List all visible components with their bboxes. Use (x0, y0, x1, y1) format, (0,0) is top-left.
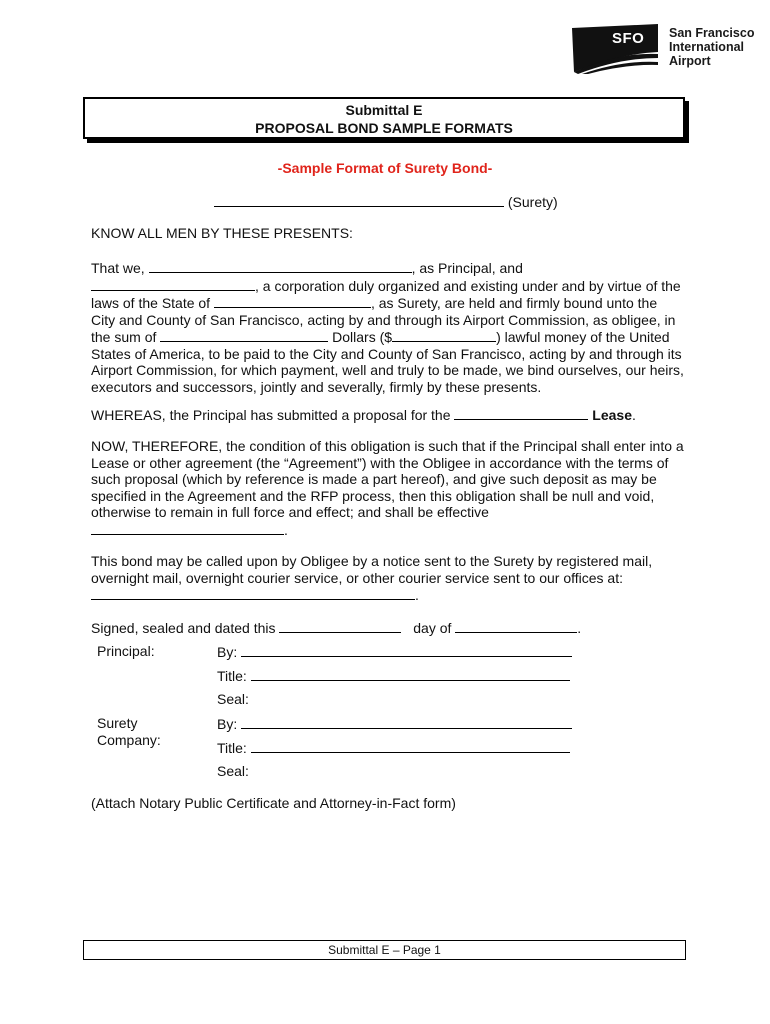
principal-seal-label: Seal: (217, 691, 249, 707)
page-footer: Submittal E – Page 1 (83, 940, 686, 960)
document-title-line-1: Submittal E (345, 102, 423, 118)
signed-dated-line (91, 619, 581, 637)
para1-text: , as Surety, are held and firmly bound unto the (370, 295, 658, 311)
principal-by-blank[interactable] (241, 643, 572, 657)
title-label: Title: (217, 668, 251, 684)
surety-company-label (97, 715, 161, 748)
logo-name-line-1: San Francisco (669, 26, 755, 40)
para1-line-8: executors and successors, jointly and severally, firmly by these presents. (91, 378, 542, 395)
para1-text: laws of the State of (91, 295, 214, 311)
para1-line-4: City and County of San Francisco, acting by and through its Airport Commission, as obligee, in (91, 311, 676, 328)
subtitle: -Sample Format of Surety Bond- (277, 160, 493, 176)
surety-label-line-1: Surety (97, 715, 138, 731)
condition-paragraph (91, 438, 684, 538)
surety-title-blank[interactable] (251, 739, 570, 753)
surety-name-line (214, 193, 558, 211)
sfo-logo (568, 22, 758, 78)
notice-line-1: This bond may be called upon by Obligee by a notice sent to the Surety by registered mail, (91, 553, 653, 569)
sum-amount-blank[interactable] (392, 328, 496, 342)
notice-paragraph (91, 553, 652, 604)
logo-name-line-3: Airport (669, 54, 711, 68)
para1-line-3 (91, 294, 684, 312)
effective-date-blank[interactable] (91, 521, 284, 535)
condition-end: . (284, 521, 288, 538)
notice-line-3 (91, 586, 652, 604)
para1-line-1 (91, 259, 684, 277)
para1-line-2 (91, 277, 684, 295)
know-all-heading: KNOW ALL MEN BY THESE PRESENTS: (91, 225, 353, 241)
condition-line-3: such proposal (which by reference is made a part hereof), and give such deposit as may be (91, 471, 657, 487)
para1-text: , as Principal, and (411, 260, 523, 276)
notice-line-2: overnight mail, overnight courier service, or other courier service sent to our offices at: (91, 569, 623, 586)
principal-title-blank[interactable] (251, 667, 570, 681)
surety-suffix: (Surety) (504, 194, 558, 210)
lease-label: Lease (592, 407, 632, 423)
principal-title-field (217, 667, 570, 685)
para1-text: the sum of (91, 329, 161, 345)
title-label: Title: (217, 740, 251, 756)
signed-day-blank[interactable] (279, 619, 401, 633)
condition-line-4: specified in the Agreement and the RFP process, then this obligation shall be null and void, (91, 487, 655, 504)
principal-label: Principal: (97, 643, 155, 659)
by-label: By: (217, 716, 242, 732)
signed-text: Signed, sealed and dated this (91, 620, 280, 636)
document-title-box (83, 97, 685, 139)
document-title-line-2: PROPOSAL BOND SAMPLE FORMATS (255, 120, 513, 136)
logo-name (669, 26, 754, 68)
para1-text: ) lawful money of the United (496, 329, 670, 345)
condition-line-2: Lease or other agreement (the “Agreement”) with the Obligee in accordance with the terms of (91, 454, 669, 471)
condition-line-1: NOW, THEREFORE, the condition of this obligation is such that if the Principal shall enter into a (91, 438, 684, 454)
principal-paragraph (91, 259, 684, 395)
surety-by-field (217, 715, 572, 733)
logo-name-line-2: International (669, 40, 745, 54)
para1-line-6: States of America, to be paid to the City and County of San Francisco, acting by and through its (91, 345, 682, 362)
signed-month-blank[interactable] (455, 619, 577, 633)
principal-name-blank[interactable] (149, 259, 412, 273)
surety-seal-label: Seal: (217, 763, 249, 779)
para1-line-5 (91, 328, 684, 346)
principal-by-field (217, 643, 572, 661)
attach-note: (Attach Notary Public Certificate and Attorney-in-Fact form) (91, 795, 456, 811)
para1-text: , a corporation duly organized and existing under and by virtue of the (255, 277, 681, 294)
whereas-text: WHEREAS, the Principal has submitted a proposal for the (91, 407, 455, 423)
condition-line-6 (91, 521, 684, 539)
office-address-blank[interactable] (91, 586, 415, 600)
state-blank[interactable] (214, 294, 371, 308)
logo-mark-text: SFO (612, 30, 645, 47)
whereas-end: . (632, 407, 636, 423)
para1-line-7: Airport Commission, for which payment, well and truly to be made, we bind ourselves, our heirs, (91, 362, 684, 378)
sum-words-blank[interactable] (160, 328, 328, 342)
corporation-blank[interactable] (91, 277, 255, 291)
whereas-paragraph (91, 406, 636, 424)
by-label: By: (217, 644, 242, 660)
surety-title-field (217, 739, 570, 757)
para1-text: Dollars ($ (328, 329, 393, 345)
notice-end: . (415, 587, 419, 603)
surety-name-blank[interactable] (214, 193, 504, 207)
surety-label-line-2: Company: (97, 731, 161, 748)
surety-by-blank[interactable] (241, 715, 572, 729)
condition-line-5: otherwise to remain in full force and effect; and shall be effective (91, 504, 489, 520)
signed-text: . (577, 620, 582, 636)
lease-name-blank[interactable] (454, 406, 588, 420)
para1-text: That we, (91, 260, 149, 276)
signed-text: day of (409, 620, 456, 636)
